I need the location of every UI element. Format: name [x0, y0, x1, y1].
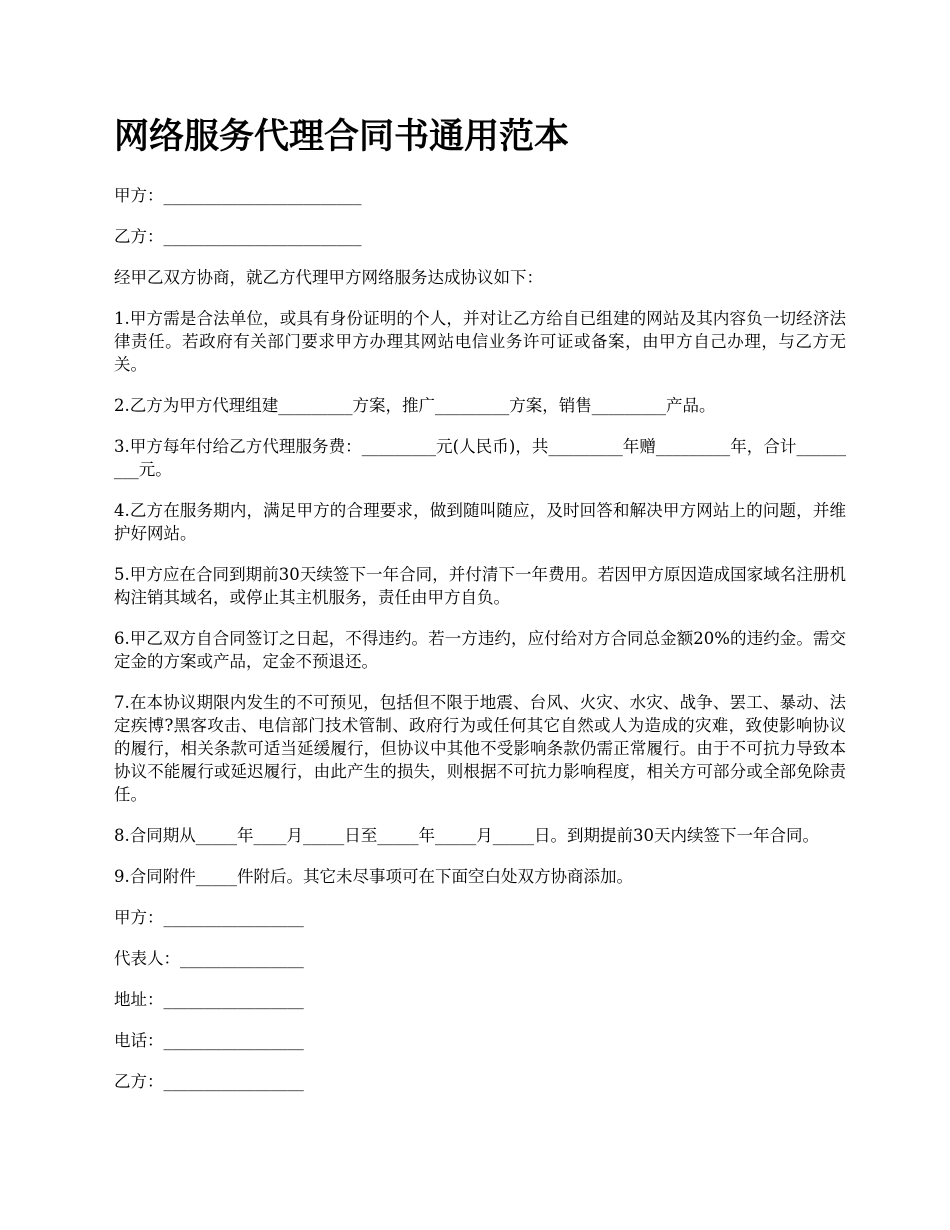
party-a-line: 甲方：________________________ — [114, 186, 362, 205]
signature-representative: 代表人：_______________ — [114, 949, 304, 968]
signature-party-b: 乙方：_________________ — [114, 1072, 304, 1091]
clause-1: 1.甲方需是合法单位，或具有身份证明的个人，并对让乙方给自已组建的网站及其内容负一切经济法律责任。若政府有关部门要求甲方办理其网站电信业务许可证或备案，由甲方自己办理，与乙方无关。 — [114, 309, 846, 374]
signature-party-a: 甲方：_________________ — [114, 908, 304, 927]
clause-4: 4.乙方在服务期内，满足甲方的合理要求，做到随叫随应，及时回答和解决甲方网站上的问题，并维护好网站。 — [114, 501, 846, 543]
clause-2: 2.乙方为甲方代理组建_________方案，推广_________方案，销售_________产品。 — [114, 396, 716, 415]
document-title: 网络服务代理合同书通用范本 — [114, 116, 570, 157]
clause-9: 9.合同附件_____件附后。其它未尽事项可在下面空白处双方协商添加。 — [114, 867, 633, 886]
clause-6: 6.甲乙双方自合同签订之日起，不得违约。若一方违约，应付给对方合同总金额20%的违约金。需交定金的方案或产品，定金不预退还。 — [114, 629, 846, 671]
clause-7: 7.在本协议期限内发生的不可预见，包括但不限于地震、台风、火灾、水灾、战争、罢工、暴动、法定疾博?黑客攻击、电信部门技术管制、政府行为或任何其它自然或人为造成的灾难，致使影响协议的履行，相关条款可适当延缓履行，但协议中其他不受影响条款仍需正常履行。由于不可抗力导致本协议不能履行或延迟履行，由此产生的损失，则根据不可抗力影响程度，相关方可部分或全部免除责任。 — [114, 693, 846, 804]
party-b-line: 乙方：________________________ — [114, 227, 362, 246]
intro-paragraph: 经甲乙双方协商，就乙方代理甲方网络服务达成协议如下： — [114, 268, 543, 287]
clause-3: 3.甲方每年付给乙方代理服务费：_________元(人民币)，共_________年赠_________年，合计_________元。 — [114, 437, 846, 479]
document-body — [114, 112, 846, 1111]
signature-address: 地址：_________________ — [114, 990, 304, 1009]
signature-phone: 电话：_________________ — [114, 1031, 304, 1050]
clause-8: 8.合同期从_____年____月_____日至_____年_____月_____日。到期提前30天内续签下一年合同。 — [114, 826, 819, 845]
clause-5: 5.甲方应在合同到期前30天续签下一年合同，并付清下一年费用。若因甲方原因造成国家域名注册机构注销其域名，或停止其主机服务，责任由甲方自负。 — [114, 565, 846, 607]
